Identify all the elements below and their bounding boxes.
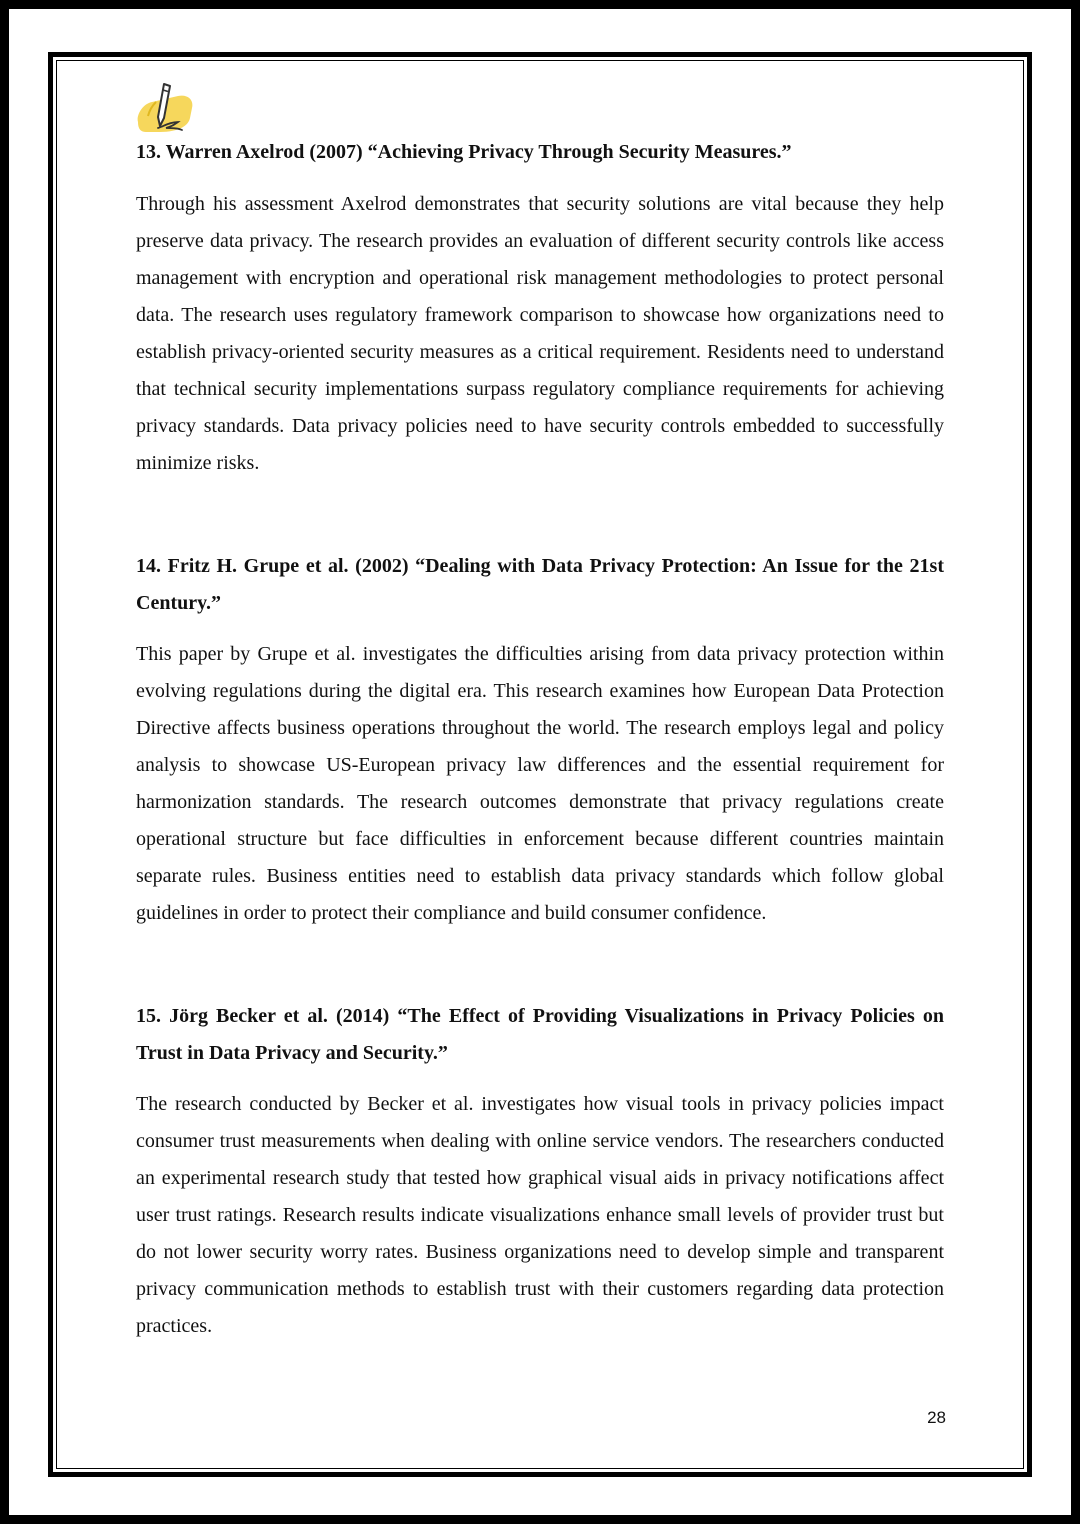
section-paragraph: The research conducted by Becker et al. investigates how visual tools in privacy policies impact consumer trust measurements when dealing with online service vendors. The researchers conducted an experimental research study that tested how graphical visual aids in privacy notifications affect user trust ratings. Research results indicate visualizations enhance small levels of provider trust but do not lower security worry rates. Business organizations need to develop simple and transparent privacy communication methods to establish trust with their customers regarding data protection practices. — [136, 1093, 944, 1337]
review-section-14 — [136, 548, 944, 932]
section-heading: 15. Jörg Becker et al. (2014) “The Effect of Providing Visualizations in Privacy Policies on Trust in Data Privacy and Security.” — [136, 1005, 944, 1064]
page-number: 28 — [927, 1408, 946, 1427]
section-paragraph: Through his assessment Axelrod demonstrates that security solutions are vital because they help preserve data privacy. The research provides an evaluation of different security controls like access management with encryption and operational risk management methodologies to protect personal data. The research uses regulatory framework comparison to showcase how organizations need to establish privacy-oriented security measures as a critical requirement. Residents need to understand that technical security implementations surpass regulatory compliance requirements for achieving privacy standards. Data privacy policies need to have security controls embedded to successfully minimize risks. — [136, 193, 944, 474]
pen-with-highlight-icon — [134, 78, 198, 136]
review-section-13 — [136, 134, 944, 482]
section-paragraph: This paper by Grupe et al. investigates the difficulties arising from data privacy protection within evolving regulations during the digital era. This research examines how European Data Protection Directive affects business operations throughout the world. The research employs legal and policy analysis to showcase US-European privacy law differences and the essential requirement for harmonization standards. The research outcomes demonstrate that privacy regulations create operational structure but face difficulties in enforcement because different countries maintain separate rules. Business entities need to establish data privacy standards which follow global guidelines in order to protect their compliance and build consumer confidence. — [136, 643, 944, 924]
review-section-15 — [136, 998, 944, 1345]
document-content — [136, 132, 944, 1345]
section-heading: 14. Fritz H. Grupe et al. (2002) “Dealing with Data Privacy Protection: An Issue for the 21st Century.” — [136, 555, 944, 614]
section-heading: 13. Warren Axelrod (2007) “Achieving Privacy Through Security Measures.” — [136, 141, 792, 163]
